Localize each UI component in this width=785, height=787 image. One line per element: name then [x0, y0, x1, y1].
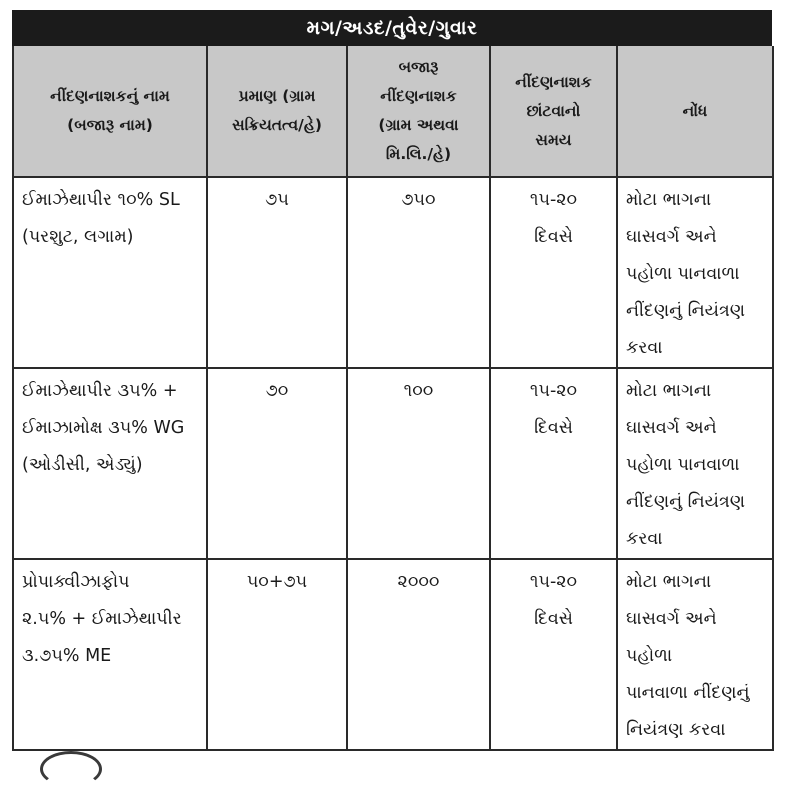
- header-dose: પ્રમાણ (ગ્રામ સક્રિયતત્વ/હે): [207, 46, 347, 177]
- cell-spray-time: ૧૫-૨૦ દિવસે: [490, 177, 617, 368]
- decorative-arc: [40, 751, 102, 787]
- table-row: [13, 368, 773, 559]
- herbicide-table: [12, 46, 774, 751]
- table-title: મગ/અડદ/તુવેર/ગુવાર: [12, 10, 772, 46]
- cell-market-quantity: ૨૦૦૦: [347, 559, 490, 750]
- cell-herbicide-name: પ્રોપાક્વીઝાફોપ ૨.૫% + ઈમાઝેથાપીર ૩.૭૫% ME: [13, 559, 207, 750]
- header-market-quantity: બજારૂ નીંદણનાશક (ગ્રામ અથવા મિ.લિ./હે): [347, 46, 490, 177]
- cell-spray-time: ૧૫-૨૦ દિવસે: [490, 368, 617, 559]
- header-spray-time: નીંદણનાશક છાંટવાનો સમય: [490, 46, 617, 177]
- cell-note: મોટા ભાગના ઘાસવર્ગ અને પહોળા પાનવાળા નીંદણનું નિયંત્રણ કરવા: [617, 368, 773, 559]
- header-note: નોંધ: [617, 46, 773, 177]
- table-row: [13, 559, 773, 750]
- header-row: [13, 46, 773, 177]
- cell-note: મોટા ભાગના ઘાસવર્ગ અને પહોળા પાનવાળા નીંદણનું નિયંત્રણ કરવા: [617, 177, 773, 368]
- table-row: [13, 177, 773, 368]
- cell-note: મોટા ભાગના ઘાસવર્ગ અને પહોળા પાનવાળા નીંદણનું નિયંત્રણ કરવા: [617, 559, 773, 750]
- cell-spray-time: ૧૫-૨૦ દિવસે: [490, 559, 617, 750]
- header-herbicide-name: નીંદણનાશકનું નામ (બજારૂ નામ): [13, 46, 207, 177]
- cell-herbicide-name: ઈમાઝેથાપીર ૧૦% SL (પરશુટ, લગામ): [13, 177, 207, 368]
- cell-dose: ૭૦: [207, 368, 347, 559]
- cell-dose: ૫૦+૭૫: [207, 559, 347, 750]
- cell-dose: ૭૫: [207, 177, 347, 368]
- cell-herbicide-name: ઈમાઝેથાપીર ૩૫% + ઈમાઝામોક્ષ ૩૫% WG (ઓડીસી, એડ્યું): [13, 368, 207, 559]
- cell-market-quantity: ૭૫૦: [347, 177, 490, 368]
- cell-market-quantity: ૧૦૦: [347, 368, 490, 559]
- herbicide-table-sheet: [12, 10, 772, 751]
